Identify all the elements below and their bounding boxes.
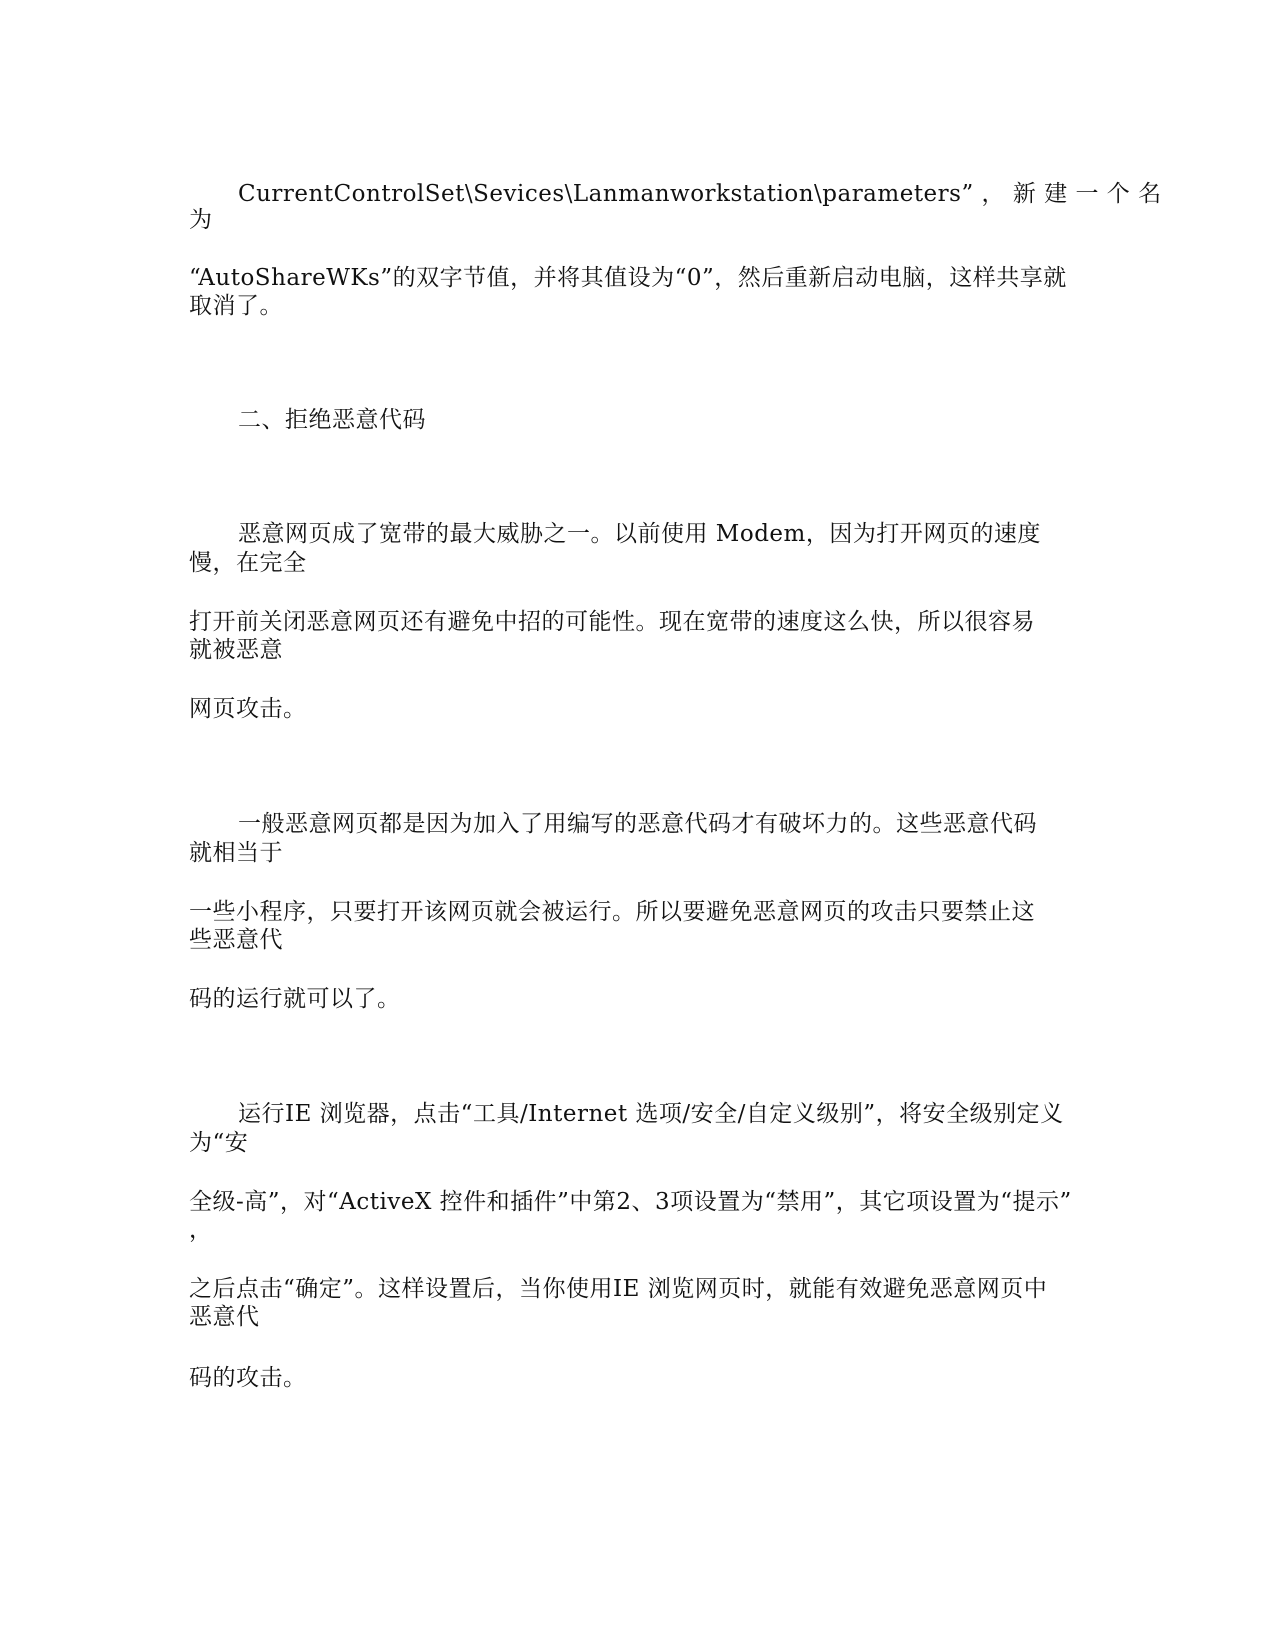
text-line: 全级-高”，对“ActiveX 控件和插件”中第2、3项设置为“禁用”，其它项设置为“提示” bbox=[189, 1189, 1072, 1215]
text-line: 些恶意代 bbox=[189, 927, 283, 953]
section-heading: 二、拒绝恶意代码 bbox=[238, 407, 426, 433]
text-line: ， bbox=[189, 1217, 213, 1243]
text-line: 为“安 bbox=[189, 1130, 249, 1156]
text-line: 运行IE 浏览器，点击“工具/Internet 选项/安全/自定义级别”，将安全级别定义 bbox=[238, 1101, 1064, 1127]
text-line: 之后点击“确定”。这样设置后，当你使用IE 浏览网页时，就能有效避免恶意网页中 bbox=[189, 1276, 1048, 1302]
text-line: 取消了。 bbox=[189, 293, 283, 319]
text-line: “AutoShareWKs”的双字节值，并将其值设为“0”，然后重新启动电脑，这样共享就 bbox=[189, 265, 1067, 291]
text-line: 网页攻击。 bbox=[189, 696, 307, 722]
text-line: 恶意网页成了宽带的最大威胁之一。以前使用 Modem，因为打开网页的速度 bbox=[238, 521, 1041, 547]
text-line: 慢，在完全 bbox=[189, 550, 307, 576]
text-line: 打开前关闭恶意网页还有避免中招的可能性。现在宽带的速度这么快，所以很容易 bbox=[189, 609, 1035, 635]
text-line: 就相当于 bbox=[189, 840, 283, 866]
text-line: CurrentControlSet\Sevices\Lanmanworkstation\parameters” ， 新 建 一 个 名 bbox=[238, 181, 1162, 207]
text-line: 码的运行就可以了。 bbox=[189, 986, 401, 1012]
text-line: 码的攻击。 bbox=[189, 1365, 307, 1391]
text-line: 一般恶意网页都是因为加入了用编写的恶意代码才有破坏力的。这些恶意代码 bbox=[238, 811, 1037, 837]
text-line: 为 bbox=[189, 207, 213, 233]
text-line: 恶意代 bbox=[189, 1304, 260, 1330]
text-line: 一些小程序，只要打开该网页就会被运行。所以要避免恶意网页的攻击只要禁止这 bbox=[189, 899, 1035, 925]
text-line: 就被恶意 bbox=[189, 637, 283, 663]
